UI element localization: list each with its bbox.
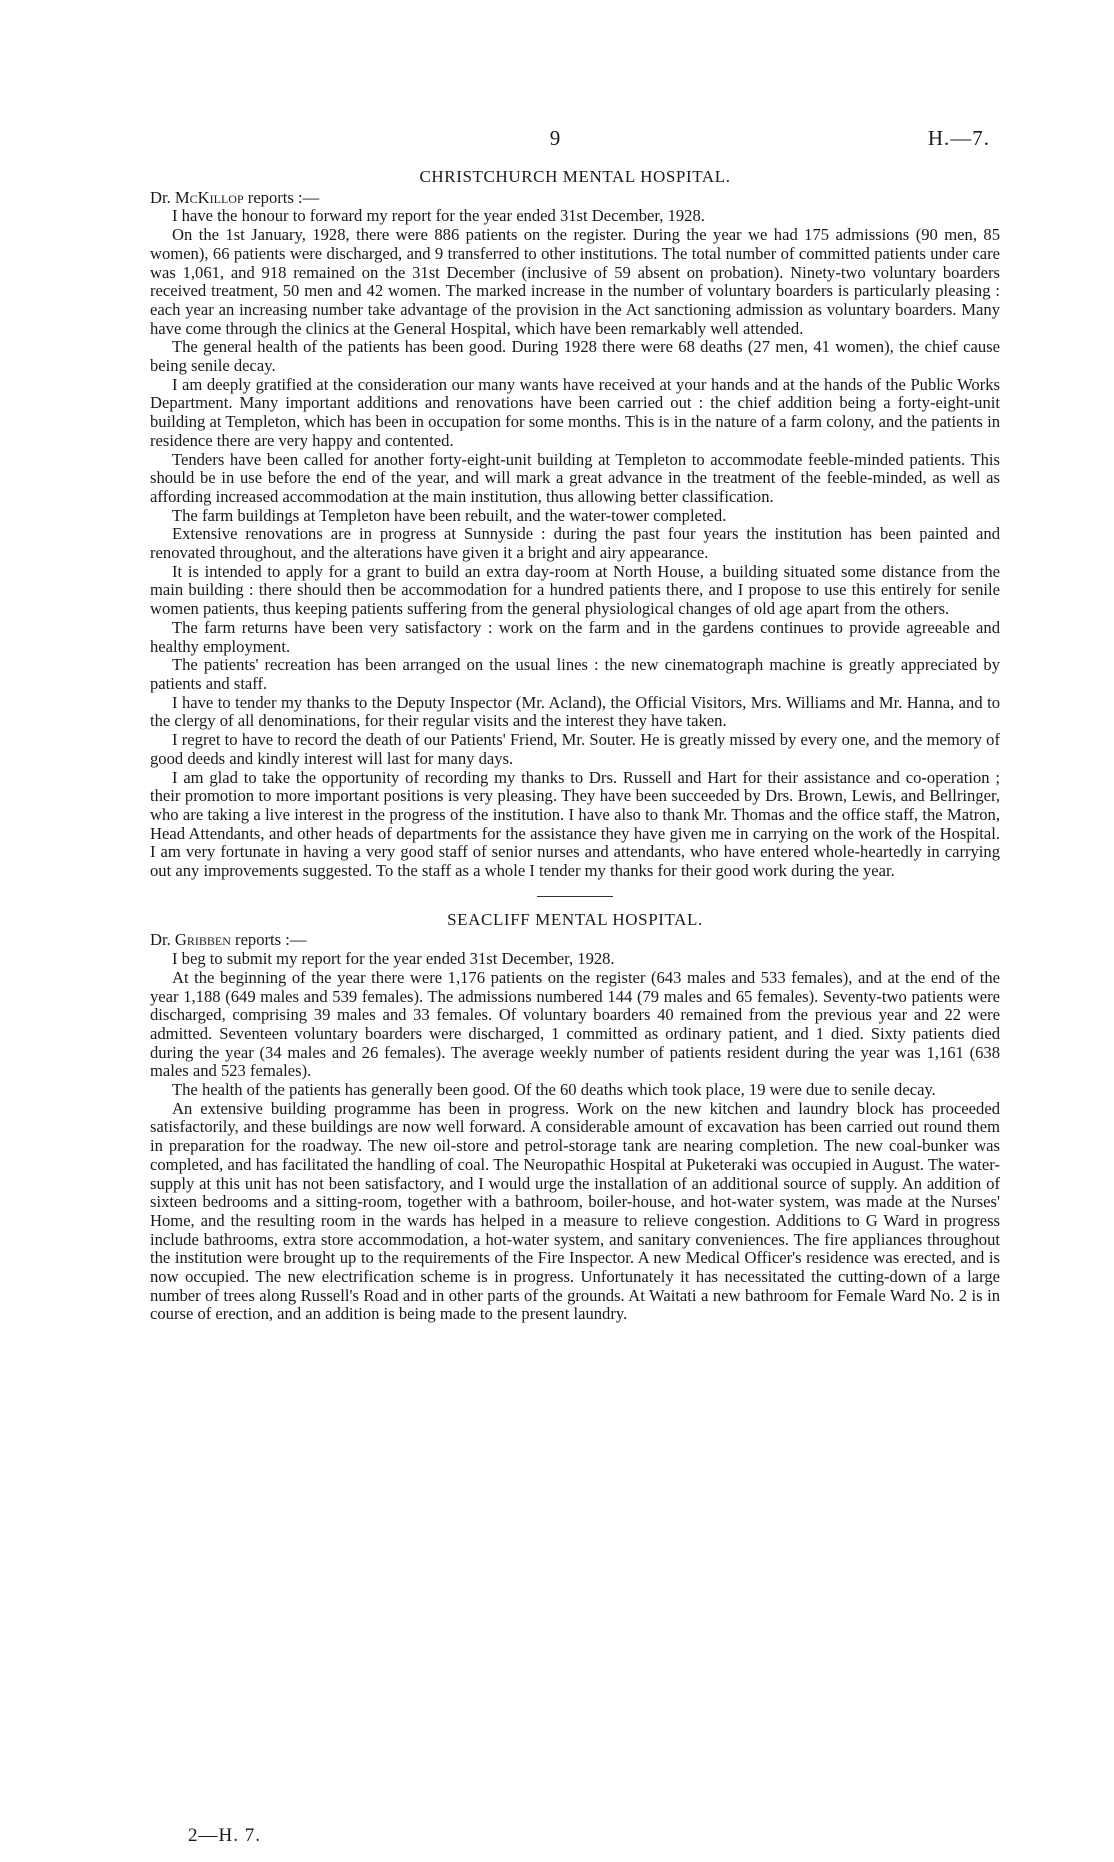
christchurch-paragraph: The farm buildings at Templeton have been rebuilt, and the water-tower completed.	[172, 505, 727, 525]
reporter-prefix: Dr.	[150, 187, 175, 207]
reporter-prefix: Dr.	[150, 930, 175, 950]
christchurch-paragraph: I have the honour to forward my report for the year ended 31st December, 1928.	[172, 206, 705, 226]
report-body	[150, 168, 1000, 1324]
christchurch-paragraph: Extensive renovations are in progress at Sunnyside : during the past four years the institution has been painted and renovated throughout, and the alterations have given it a bright and airy appearance.	[150, 524, 1000, 563]
christchurch-paragraph: On the 1st January, 1928, there were 886 patients on the register. During the year we had 175 admissions (90 men, 85 women), 66 patients were discharged, and 9 transferred to other institutions. The total number of committed patients under care was 1,061, and 918 remained on the 31st December (inclusive of 59 absent on probation). Ninety-two voluntary boarders received treatment, 50 men and 42 women. The marked increase in the number of voluntary boarders is particularly pleasing : each year an increasing number take advantage of the provision in the Act sanctioning admission as voluntary boarders. Many have come through the clinics at the General Hospital, which have been remarkably well attended.	[150, 225, 1000, 338]
document-reference: H.—7.	[927, 126, 990, 150]
seacliff-section	[150, 911, 1000, 1324]
christchurch-reporter-line	[150, 189, 1000, 208]
seacliff-paragraph: I beg to submit my report for the year ended 31st December, 1928.	[172, 949, 615, 969]
christchurch-section	[150, 168, 1000, 881]
reporter-name: Gribben	[174, 930, 231, 950]
page-number: 9	[549, 126, 561, 150]
christchurch-paragraph: The farm returns have been very satisfactory : work on the farm and in the gardens continues to provide agreeable and healthy employment.	[150, 617, 1000, 656]
reporter-name: McKillop	[174, 187, 244, 207]
seacliff-paragraph: An extensive building programme has been in progress. Work on the new kitchen and laundry block has proceeded satisfactorily, and these buildings are now well forward. A considerable amount of excavation has been carried out round them in preparation for the roadway. The new oil-store and petrol-storage tank are nearing completion. The new coal-bunker was completed, and has facilitated the handling of coal. The Neuropathic Hospital at Puketeraki was occupied in August. The water-supply at this unit has not been satisfactory, and I would urge the installation of an additional source of supply. An addition of sixteen bedrooms and a sitting-room, together with a bathroom, boiler-house, and hot-water system, was made at the Nurses' Home, and the resulting room in the wards has helped in a measure to relieve congestion. Additions to G Ward in progress include bathrooms, extra store accommodation, a hot-water system, and sanitary conveniences. The fire appliances throughout the institution were brought up to the requirements of the Fire Inspector. A new Medical Officer's residence was erected, and is now occupied. The new electrification scheme is in progress. Unfortunately it has necessitated the cutting-down of a large number of trees along Russell's Road and in other parts of the grounds. At Waitati a new bathroom for Female Ward No. 2 is in course of erection, and an addition is being made to the present laundry.	[150, 1098, 1000, 1324]
christchurch-paragraph: I have to tender my thanks to the Deputy Inspector (Mr. Acland), the Official Visitors, Mrs. Williams and Mr. Hanna, and to the clergy of all denominations, for their regular visits and the interest they have taken.	[150, 692, 1000, 731]
christchurch-paragraph: I am glad to take the opportunity of recording my thanks to Drs. Russell and Hart for their assistance and co-operation ; their promotion to more important positions is very pleasing. They have been succeeded by Drs. Brown, Lewis, and Bellringer, who are taking a live interest in the progress of the institution. I have also to thank Mr. Thomas and the office staff, the Matron, Head Attendants, and other heads of departments for the assistance they have given me in carrying on the work of the Hospital. I am very fortunate in having a very good staff of senior nurses and attendants, who have entered whole-heartedly in carrying out any improvements suggested. To the staff as a whole I tender my thanks for their good work during the year.	[150, 767, 1000, 881]
seacliff-reporter-line	[150, 931, 1000, 950]
footer-signature: 2—H. 7.	[188, 1825, 261, 1846]
seacliff-paragraph: The health of the patients has generally been good. Of the 60 deaths which took place, 19 were due to senile decay.	[172, 1080, 936, 1100]
seacliff-paragraph: At the beginning of the year there were 1,176 patients on the register (643 males and 533 females), and at the end of the year 1,188 (649 males and 539 females). The admissions numbered 144 (79 males and 65 females). Seventy-two patients were discharged, comprising 39 males and 33 females. Of voluntary boarders 40 remained from the previous year and 22 were admitted. Seventeen voluntary boarders were discharged, 1 committed as ordinary patient, and 1 died. Sixty patients died during the year (34 males and 26 females). The average weekly number of patients resident during the year was 1,161 (638 males and 523 females).	[150, 967, 1000, 1081]
christchurch-paragraph: It is intended to apply for a grant to build an extra day-room at North House, a building situated some distance from the main building : there should then be accommodation for a hundred patients there, and I propose to use this entirely for senile women patients, thus keeping patients suffering from the general physiological changes of old age apart from the others.	[150, 561, 1000, 619]
seacliff-heading: SEACLIFF MENTAL HOSPITAL.	[447, 909, 703, 929]
christchurch-paragraph: I regret to have to record the death of our Patients' Friend, Mr. Souter. He is greatly missed by every one, and the memory of good deeds and kindly interest will last for many days.	[150, 730, 1000, 768]
christchurch-paragraph: Tenders have been called for another forty-eight-unit building at Templeton to accommodate feeble-minded patients. This should be in use before the end of the year, and will mark a great advance in the treatment of the feeble-minded, as well as affording increased accommodation at the main institution, thus allowing better classification.	[150, 449, 1000, 506]
section-divider	[537, 896, 613, 897]
christchurch-paragraph: The patients' recreation has been arranged on the usual lines : the new cinematograph machine is greatly appreciated by patients and staff.	[150, 655, 1000, 693]
reporter-suffix: reports :—	[230, 930, 307, 950]
christchurch-paragraph: The general health of the patients has been good. During 1928 there were 68 deaths (27 men, 41 women), the chief cause being senile decay.	[150, 337, 1000, 376]
christchurch-paragraph: I am deeply gratified at the consideration our many wants have received at your hands and at the hands of the Public Works Department. Many important additions and renovations have been carried out : the chief addition being a forty-eight-unit building at Templeton, which has been in occupation for some months. This is in the nature of a farm colony, and the patients in residence there are very happy and contented.	[150, 374, 1000, 450]
christchurch-heading: CHRISTCHURCH MENTAL HOSPITAL.	[419, 167, 731, 186]
reporter-suffix: reports :—	[243, 187, 320, 207]
